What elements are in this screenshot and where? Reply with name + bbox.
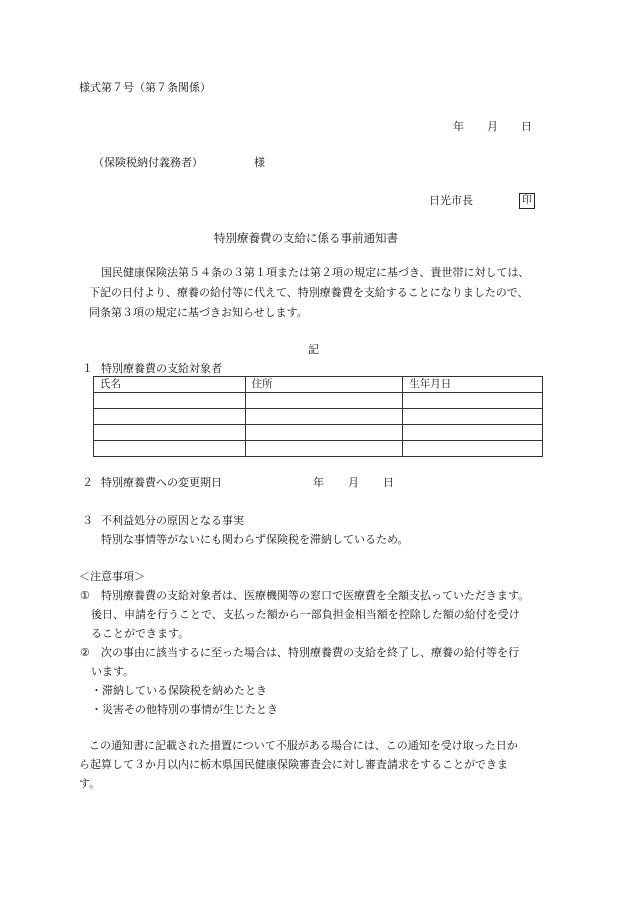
column-header-birthdate: 生年月日 bbox=[403, 377, 543, 393]
document-title: 特別療養費の支給に係る事前通知書 bbox=[214, 231, 398, 245]
column-header-name: 氏名 bbox=[94, 377, 246, 393]
table-cell bbox=[245, 441, 403, 457]
date-month-label: 月 bbox=[487, 120, 498, 133]
section3-title: 不利益処分の原因となる事実 bbox=[101, 514, 244, 527]
section1-title: 特別療養費の支給対象者 bbox=[101, 362, 222, 375]
table-cell bbox=[403, 393, 543, 409]
note2-line-2: います。 bbox=[91, 665, 135, 678]
table-cell bbox=[245, 409, 403, 425]
closing-line-3: す。 bbox=[79, 777, 101, 790]
table-row bbox=[94, 425, 543, 441]
ki-marker: 記 bbox=[308, 343, 319, 356]
table-cell bbox=[403, 409, 543, 425]
sender-title: 日光市長 bbox=[429, 194, 473, 207]
section2-number: ２ bbox=[82, 476, 93, 489]
note1-line-3: ることができます。 bbox=[91, 627, 190, 640]
date-day-label: 日 bbox=[521, 120, 532, 133]
table-cell bbox=[94, 409, 246, 425]
section1-number: １ bbox=[82, 362, 93, 375]
table-cell bbox=[245, 425, 403, 441]
section3-number: ３ bbox=[82, 514, 93, 527]
closing-line-2: ら起算して３か月以内に栃木県国民健康保険審査会に対し審査請求をすることができま bbox=[79, 758, 508, 771]
section2-month-label: 月 bbox=[348, 476, 359, 489]
form-number: 様式第７号（第７条関係） bbox=[79, 81, 211, 94]
note2-bullet-2: ・災害その他特別の事情が生じたとき bbox=[91, 703, 278, 716]
table-cell bbox=[94, 393, 246, 409]
note2-marker: ② bbox=[80, 646, 90, 659]
date-year-label: 年 bbox=[453, 120, 464, 133]
recipient-honorific: 様 bbox=[254, 156, 265, 169]
note1-marker: ① bbox=[80, 589, 90, 602]
table-cell bbox=[403, 441, 543, 457]
column-header-address: 住所 bbox=[245, 377, 403, 393]
note2-line-1: 次の事由に該当するに至った場合は、特別療養費の支給を終了し、療養の給付等を行 bbox=[101, 646, 519, 659]
table-cell bbox=[403, 425, 543, 441]
section2-day-label: 日 bbox=[383, 476, 394, 489]
recipient-label: （保険税納付義務者） bbox=[93, 156, 203, 169]
table-row bbox=[94, 393, 543, 409]
table-header-row bbox=[94, 377, 543, 393]
table-cell bbox=[94, 425, 246, 441]
table-row bbox=[94, 441, 543, 457]
intro-line-3: 同条第３項の規定に基づきお知らせします。 bbox=[89, 306, 308, 319]
table-cell bbox=[245, 393, 403, 409]
closing-line-1: この通知書に記載された措置について不服がある場合には、この通知を受け取った日か bbox=[89, 739, 518, 752]
table-cell bbox=[94, 441, 246, 457]
section2-title: 特別療養費への変更期日 bbox=[101, 476, 222, 489]
note1-line-2: 後日、申請を行うことで、支払った額から一部負担金相当額を控除した額の給付を受け bbox=[91, 608, 520, 621]
recipient-table bbox=[93, 376, 543, 457]
seal-mark: 印 bbox=[519, 193, 535, 209]
note2-bullet-1: ・滞納している保険税を納めたとき bbox=[91, 684, 267, 697]
intro-line-1: 国民健康保険法第５４条の３第１項または第２項の規定に基づき、貴世帯に対しては、 bbox=[101, 266, 530, 279]
section3-body: 特別な事情等がないにも関わらず保険税を滞納しているため。 bbox=[101, 533, 409, 546]
table-row bbox=[94, 409, 543, 425]
notes-heading: ＜注意事項＞ bbox=[79, 570, 145, 583]
intro-line-2: 下記の日付より、療養の給付等に代えて、特別療養費を支給することになりましたので、 bbox=[89, 286, 529, 299]
section2-year-label: 年 bbox=[313, 476, 324, 489]
note1-line-1: 特別療養費の支給対象者は、医療機関等の窓口で医療費を全額支払っていただきます。 bbox=[101, 589, 530, 602]
